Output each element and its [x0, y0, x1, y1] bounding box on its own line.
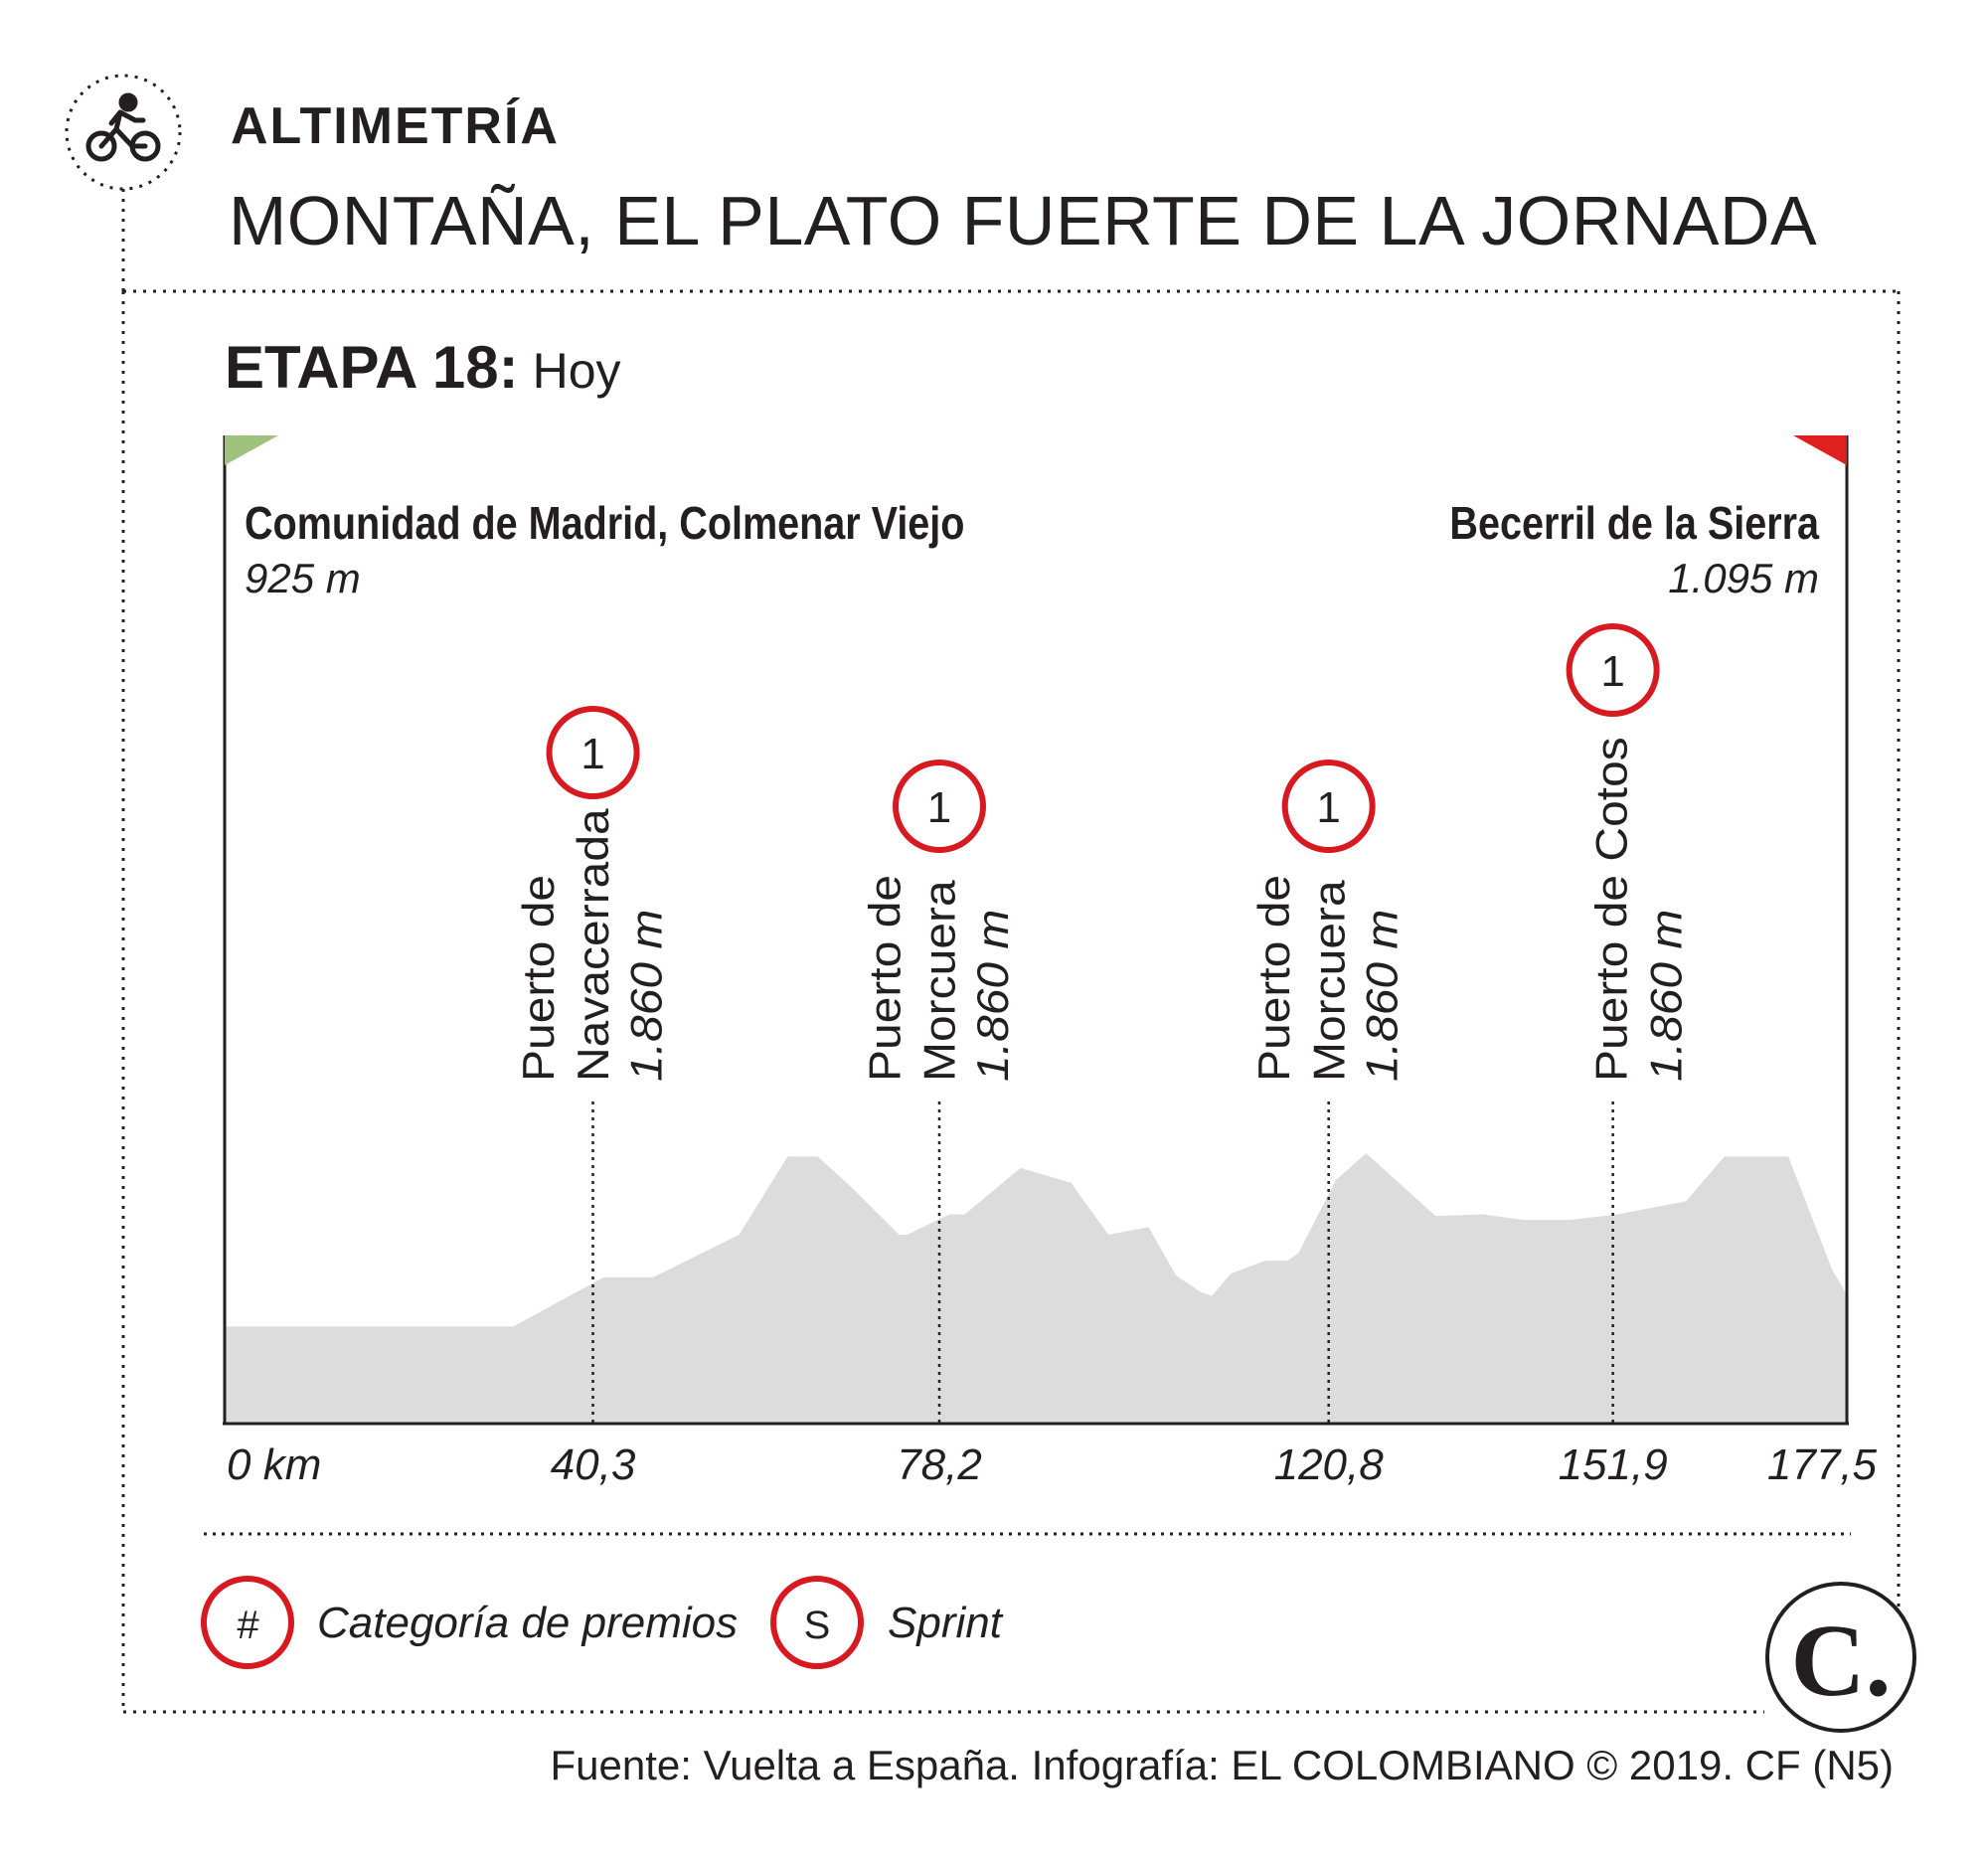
x-tick-label: 120,8: [1273, 1440, 1384, 1489]
legend-item-category: [204, 1579, 738, 1666]
stage-day: Hoy: [532, 343, 621, 399]
climb-label: [860, 875, 1017, 1082]
legend-label: Sprint: [888, 1599, 1002, 1647]
climb-label: [1586, 737, 1691, 1082]
finish-flag: [1793, 435, 1847, 465]
x-tick-label: 40,3: [550, 1440, 636, 1489]
stage-label: [225, 334, 621, 401]
start-altitude: 925 m: [245, 555, 361, 601]
category-badge-number: 1: [580, 730, 605, 778]
x-tick-label: 78,2: [897, 1440, 982, 1489]
kicker: ALTIMETRÍA: [231, 97, 560, 155]
source-credit: Fuente: Vuelta a España. Infografía: EL COLOMBIANO © 2019. CF (N5): [550, 1742, 1894, 1788]
start-name: Comunidad de Madrid, Colmenar Viejo: [245, 498, 965, 550]
climb-label-text: 1.860 m: [967, 909, 1018, 1082]
climb-label-text: Navacerrada: [568, 808, 618, 1082]
legend-symbol: S: [803, 1604, 831, 1647]
start-flag: [225, 435, 278, 465]
legend-item-sprint: [773, 1579, 1004, 1666]
x-tick-label: 177,5: [1766, 1440, 1877, 1489]
climb-label-text: Puerto de: [860, 874, 911, 1082]
climb-label-text: 1.860 m: [1641, 909, 1692, 1082]
stage-number: ETAPA 18:: [225, 334, 519, 401]
climb-label-text: Puerto de: [1248, 874, 1299, 1082]
chart: [223, 435, 1878, 1489]
x-tick-label: 151,9: [1558, 1440, 1668, 1489]
legend-symbol: #: [236, 1604, 259, 1647]
logo-letter: C.: [1790, 1604, 1892, 1718]
climb-label: [1249, 875, 1407, 1082]
x-tick-labels: [227, 1440, 1878, 1489]
x-tick-label: 0 km: [227, 1440, 322, 1489]
climb-label-text: Puerto de: [513, 874, 564, 1082]
category-badge-number: 1: [926, 783, 952, 832]
climb-label-text: 1.860 m: [621, 909, 672, 1082]
icon-ring: [67, 76, 180, 189]
climb-label-text: Puerto de Cotos: [1586, 737, 1636, 1082]
climb-label-text: Morcuera: [1304, 880, 1354, 1082]
finish-name: Becerril de la Sierra: [1449, 498, 1819, 550]
climb-label-text: Morcuera: [914, 880, 965, 1082]
el-colombiano-logo: [1767, 1584, 1914, 1731]
elevation-profile: [225, 1153, 1847, 1424]
legend-label: Categoría de premios: [317, 1599, 739, 1647]
headline: MONTAÑA, EL PLATO FUERTE DE LA JORNADA: [229, 182, 1818, 259]
finish-altitude: 1.095 m: [1668, 555, 1819, 601]
category-badge-number: 1: [1600, 647, 1625, 696]
climb-label: [514, 808, 671, 1082]
category-badge-number: 1: [1316, 783, 1341, 832]
cyclist-icon: [88, 95, 158, 159]
legend: [204, 1579, 1004, 1666]
climb-label-text: 1.860 m: [1357, 909, 1408, 1082]
